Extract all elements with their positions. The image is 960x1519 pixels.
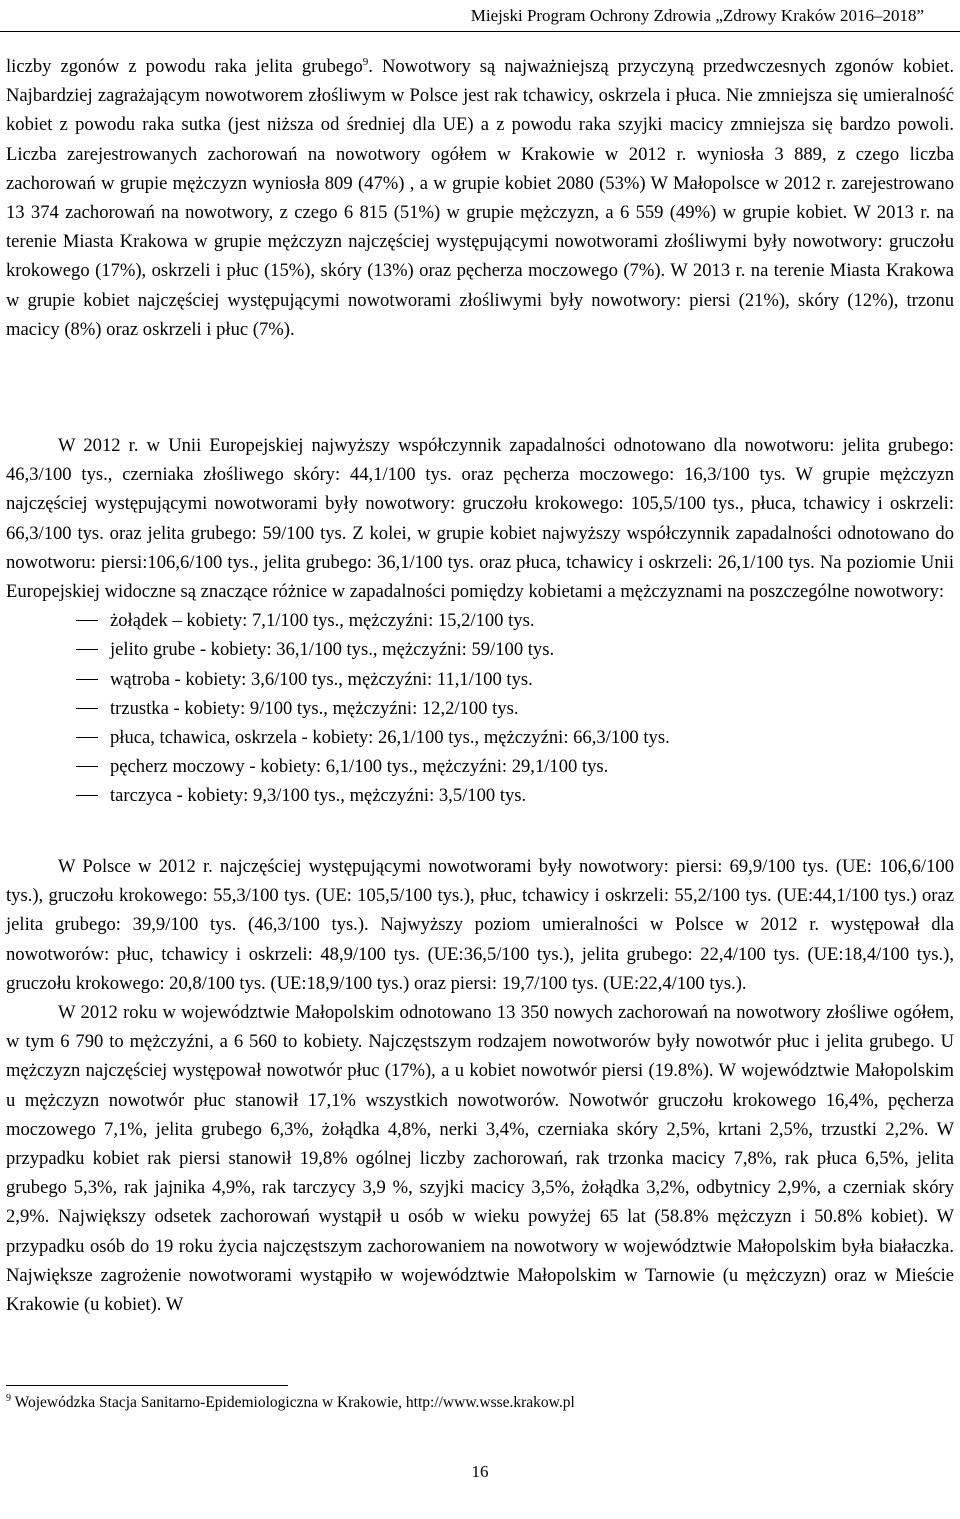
paragraph-malopolska-incidence: W 2012 roku w województwie Małopolskim odnotowano 13 350 nowych zachorowań na nowotwory złośliwe ogółem, w tym 6 790 to mężczyźni, a 6 560 to kobiety. Najczęstszym rodzajem nowotworów były nowotwór płuc i jelita grubego. U mężczyzn najczęściej występował nowotwór płuc (17%), a u kobiet nowotwór piersi (19.8%). W województwie Małopolskim u mężczyzn nowotwór płuc stanowił 17,1% wszystkich nowotworów. Nowotwór gruczołu krokowego 16,4%, pęcherza moczowego 7,1%, jelita grubego 6,3%, żołądka 4,8%, nerki 3,4%, czerniaka skóry 2,5%, krtani 2,5%, trzustki 2,2%. W przypadku kobiet rak piersi stanowił 19,8% ogólnej liczby zachorowań, rak trzonka macicy 7,8%, rak płuca 6,5%, jelita grubego 5,3%, rak jajnika 4,9%, rak tarczycy 3,9 %, szyjki macicy 3,5%, żołądka 3,2%, odbytnicy 2,9%, a czerniak skóry 2,9%. Największy odsetek zachorowań wystąpił u osób w wieku powyżej 65 lat (58.8% mężczyzn i 50.8% kobiet). W przypadku osób do 19 roku życia najczęstszym zachorowaniem na nowotwory w województwie Małopolskim była białaczka. Największe zagrożenie nowotworami wystąpiło w województwie Małopolskim w Tarnowie (u mężczyzn) oraz w Mieście Krakowie (u kobiet). W bbox=[6, 1002, 954, 1316]
dash-bullet-icon bbox=[76, 737, 98, 738]
footnote-divider bbox=[6, 1385, 288, 1386]
list-item-text: trzustka - kobiety: 9/100 tys., mężczyźni: 12,2/100 tys. bbox=[110, 697, 519, 719]
footnote-reference[interactable]: 9 bbox=[362, 55, 369, 68]
list-item-text: tarczyca - kobiety: 9,3/100 tys., mężczyźni: 3,5/100 tys. bbox=[110, 785, 527, 807]
dash-bullet-icon bbox=[76, 620, 98, 621]
list-item bbox=[6, 723, 954, 752]
footnote bbox=[6, 1393, 575, 1413]
list-item bbox=[6, 606, 954, 635]
list-item bbox=[6, 635, 954, 664]
list-item-text: żołądek – kobiety: 7,1/100 tys., mężczyźni: 15,2/100 tys. bbox=[110, 610, 535, 632]
page-number: 16 bbox=[471, 1462, 489, 1481]
list-item-text: wątroba - kobiety: 3,6/100 tys., mężczyźni: 11,1/100 tys. bbox=[110, 668, 533, 690]
list-item-text: pęcherz moczowy - kobiety: 6,1/100 tys., mężczyźni: 29,1/100 tys. bbox=[110, 756, 609, 778]
dash-bullet-icon bbox=[76, 649, 98, 650]
list-item bbox=[6, 665, 954, 694]
list-item bbox=[6, 752, 954, 781]
header-divider bbox=[0, 31, 960, 32]
list-item bbox=[6, 694, 954, 723]
paragraph-text-rest: . Nowotwory są najważniejszą przyczyną przedwczesnych zgonów kobiet. Najbardziej zagrażającym nowotworem złośliwym w Polsce jest rak tchawicy, oskrzela i płuca. Nie zmniejsza się umieralność kobiet z powodu raka sutka (jest niższa od średniej dla UE) a z powodu raka szyjki macicy zmniejsza się bardzo powoli. Liczba zarejestrowanych zachorowań na nowotwory ogółem w Krakowie w 2012 r. wyniosła 3 889, z czego liczba zachorowań w grupie mężczyzn wyniosła 809 (47%) , a w grupie kobiet 2080 (53%) W Małopolsce w 2012 r. zarejestrowano 13 374 zachorowań na nowotwory, z czego 6 815 (51%) w grupie mężczyzn, a 6 559 (49%) w grupie kobiet. W 2013 r. na terenie Miasta Krakowa w grupie mężczyzn najczęściej występującymi nowotworami złośliwymi były nowotwory: gruczołu krokowego (17%), oskrzeli i płuc (15%), skóry (13%) oraz pęcherza moczowego (7%). W 2013 r. na terenie Miasta Krakowa w grupie kobiet najczęściej występującymi nowotworami złośliwymi były nowotwory: piersi (21%), skóry (12%), trzonu macicy (8%) oraz oskrzeli i płuc (7%). bbox=[6, 56, 954, 340]
page-header: Miejski Program Ochrony Zdrowia „Zdrowy Kraków 2016–2018” bbox=[470, 6, 924, 25]
paragraph-eu-incidence: W 2012 r. w Unii Europejskiej najwyższy współczynnik zapadalności odnotowano dla nowotworu: jelita grubego: 46,3/100 tys., czerniaka złośliwego skóry: 44,1/100 tys. oraz pęcherza moczowego: 16,3/100 tys. W grupie mężczyzn najczęściej występującymi nowotworami były nowotwory: gruczołu krokowego: 105,5/100 tys., płuca, tchawicy i oskrzeli: 66,3/100 tys. oraz jelita grubego: 59/100 tys. Z kolei, w grupie kobiet najwyższy współczynnik zapadalności odnotowano do nowotworu: piersi:106,6/100 tys., jelita grubego: 36,1/100 tys. oraz płuca, tchawicy i oskrzeli: 26,1/100 tys. Na poziomie Unii Europejskiej widoczne są znaczące różnice w zapadalności pomiędzy kobietami a mężczyznami na poszczególne nowotwory: bbox=[6, 435, 954, 603]
dash-bullet-icon bbox=[76, 708, 98, 709]
list-item-text: jelito grube - kobiety: 36,1/100 tys., mężczyźni: 59/100 tys. bbox=[110, 639, 555, 661]
section-mortality-incidence bbox=[6, 52, 954, 344]
section-poland-malopolska bbox=[6, 852, 954, 1319]
gender-differences-list bbox=[6, 606, 954, 810]
dash-bullet-icon bbox=[76, 679, 98, 680]
footnote-number: 9 bbox=[6, 1392, 11, 1404]
paragraph-cancer-statistics bbox=[6, 52, 954, 344]
dash-bullet-icon bbox=[76, 766, 98, 767]
paragraph-text-start: liczby zgonów z powodu raka jelita grubego bbox=[6, 56, 363, 77]
list-item-text: płuca, tchawica, oskrzela - kobiety: 26,1/100 tys., mężczyźni: 66,3/100 tys. bbox=[110, 727, 670, 749]
paragraph-poland-incidence: W Polsce w 2012 r. najczęściej występującymi nowotworami były nowotwory: piersi: 69,9/100 tys. (UE: 106,6/100 tys.), gruczołu krokowego: 55,3/100 tys. (UE: 105,5/100 tys.), płuc, tchawicy i oskrzeli: 55,2/100 tys. (UE:44,1/100 tys.) oraz jelita grubego: 39,9/100 tys. (46,3/100 tys.). Najwyższy poziom umieralności w Polsce w 2012 r. występował dla nowotworów: płuc, tchawicy i oskrzeli: 48,9/100 tys. (UE:36,5/100 tys.), jelita grubego: 22,4/100 tys. (UE:18,4/100 tys.), gruczołu krokowego: 20,8/100 tys. (UE:18,9/100 tys.) oraz piersi: 19,7/100 tys. (UE:22,4/100 tys.). bbox=[6, 856, 954, 994]
list-item bbox=[6, 781, 954, 810]
footnote-text: Wojewódzka Stacja Sanitarno-Epidemiologiczna w Krakowie, http://www.wsse.krakow.pl bbox=[14, 1394, 575, 1411]
dash-bullet-icon bbox=[76, 795, 98, 796]
section-eu-incidence bbox=[6, 431, 954, 811]
